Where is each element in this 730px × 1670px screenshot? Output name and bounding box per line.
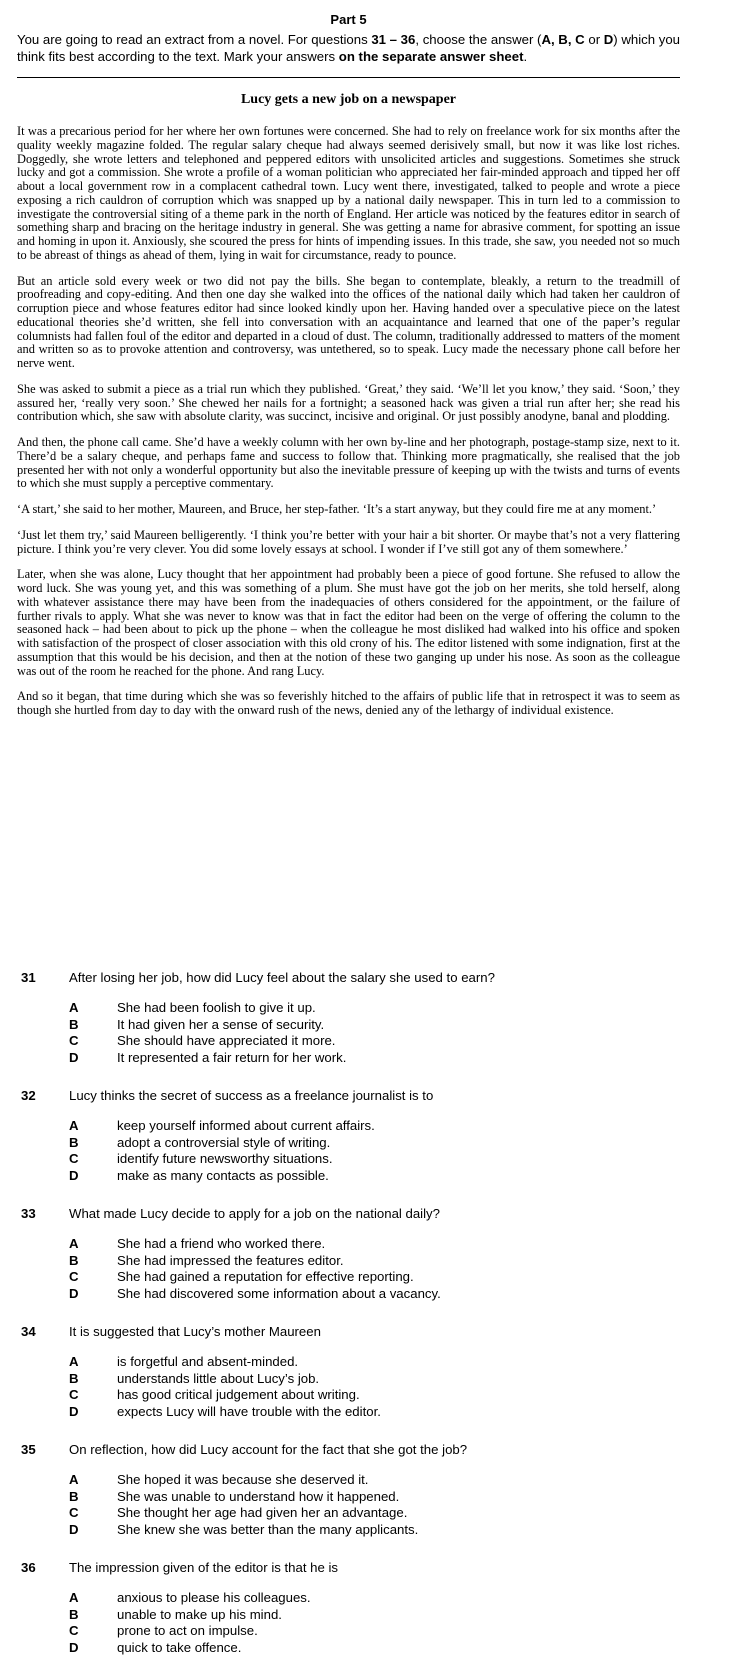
option-c[interactable] — [69, 1623, 671, 1640]
option-letter: A — [69, 1472, 79, 1487]
question-34 — [21, 1324, 671, 1420]
option-b[interactable] — [69, 1371, 671, 1388]
section-divider — [17, 77, 680, 78]
option-text: expects Lucy will have trouble with the editor. — [117, 1403, 381, 1419]
option-letter: C — [69, 1269, 79, 1284]
question-36 — [21, 1560, 671, 1656]
question-number: 32 — [21, 1088, 36, 1103]
option-letter: B — [69, 1016, 79, 1032]
option-text: She had discovered some information about a vacancy. — [117, 1285, 441, 1301]
option-letter: C — [69, 1033, 79, 1048]
option-d[interactable] — [69, 1168, 671, 1185]
option-letter: D — [69, 1403, 79, 1419]
part-title: Part 5 — [330, 12, 367, 27]
question-stem: On reflection, how did Lucy account for the fact that she got the job? — [69, 1442, 468, 1457]
option-d[interactable] — [69, 1286, 671, 1303]
article-paragraph: Later, when she was alone, Lucy thought that her appointment had probably been a piece of good fortune. She refused to allow the word luck. She was young yet, and this was something of a plum. She must have got the job on her merits, she told herself, along with whatever assistance there may have been from the inadequacies of others considered for the appointment, or the failure of further rivals to apply. What she was never to know was that in fact the editor had been on the verge of offering the column to the seasoned hack – had been about to pick up the phone – when the colleague he most disliked had walked into his office and spoken with satisfaction of the prospect of closer association with this old crony of his. The editor listened with some indignation, first at the assumption that this would be his decision, and then at the notion of these two ganging up under his nose. As soon as the colleague was out of the room he reached for the phone. And rang Lucy. — [17, 567, 680, 678]
question-35 — [21, 1442, 671, 1538]
option-b[interactable] — [69, 1017, 671, 1034]
instructions — [17, 32, 680, 65]
article-paragraph: And then, the phone call came. She’d have a weekly column with her own by-line and her photograph, postage-stamp size, next to it. There’d be a salary cheque, and perhaps fame and success to follow that. Thinking more pragmatically, she realised that the job presented her with not only a wonderful opportunity but also the inevitable pressure of keeping up with the twists and turns of events to which she must supply a perceptive commentary. — [17, 435, 680, 491]
option-letter: D — [69, 1521, 79, 1537]
question-33 — [21, 1206, 671, 1302]
option-text: She should have appreciated it more. — [117, 1033, 336, 1048]
question-32 — [21, 1088, 671, 1184]
option-a[interactable] — [69, 1236, 671, 1253]
instruction-segment: 31 – 36 — [371, 32, 416, 47]
option-b[interactable] — [69, 1253, 671, 1270]
option-letter: B — [69, 1370, 79, 1386]
option-text: She hoped it was because she deserved it. — [117, 1472, 369, 1487]
option-letter: B — [69, 1606, 79, 1622]
article-paragraph: And so it began, that time during which she was so feverishly hitched to the affairs of public life that in retrospect it was to seem as though she hurtled from day to day with the onward rush of the news, denied any of the lethargy of individual existence. — [17, 689, 680, 717]
option-a[interactable] — [69, 1118, 671, 1135]
instruction-segment: on the separate answer sheet — [338, 48, 524, 64]
option-text: unable to make up his mind. — [117, 1606, 282, 1622]
question-number: 31 — [21, 970, 36, 985]
option-letter: B — [69, 1488, 79, 1504]
option-text: She had gained a reputation for effective reporting. — [117, 1269, 414, 1284]
option-letter: C — [69, 1623, 79, 1638]
option-text: anxious to please his colleagues. — [117, 1590, 311, 1605]
option-b[interactable] — [69, 1135, 671, 1152]
option-letter: A — [69, 1236, 79, 1251]
option-a[interactable] — [69, 1472, 671, 1489]
question-number: 33 — [21, 1206, 36, 1221]
option-letter: C — [69, 1505, 79, 1520]
question-stem: Lucy thinks the secret of success as a freelance journalist is to — [69, 1088, 434, 1103]
option-text: She was unable to understand how it happened. — [117, 1488, 400, 1504]
article-body — [17, 125, 680, 718]
question-stem: The impression given of the editor is that he is — [69, 1560, 339, 1575]
instruction-segment: You are going to read an extract from a novel. For questions — [17, 32, 372, 47]
option-c[interactable] — [69, 1151, 671, 1168]
option-letter: C — [69, 1387, 79, 1402]
article-paragraph: But an article sold every week or two did not pay the bills. She began to contemplate, bleakly, a return to the treadmill of proofreading and copy-editing. And then one day she walked into the offices of the national daily which had taken her cauldron of corruption piece and whose features editor had since looked kindly upon her. Having handed over a speculative piece on the latest educational theories she’d written, she fell into conversation with an acquaintance and learned that one of the paper’s regular columnists had fallen foul of the editor and departed in a cloud of dust. The column, traditionally addressed to matters of the moment and written so as to provoke attention and controversy, was untethered, so to speak. Lucy made the necessary phone call before her nerve went. — [17, 273, 680, 370]
option-letter: D — [69, 1049, 79, 1065]
option-text: identify future newsworthy situations. — [117, 1151, 333, 1166]
option-letter: A — [69, 1118, 79, 1133]
article-title: Lucy gets a new job on a newspaper — [240, 92, 457, 107]
option-text: She had impressed the features editor. — [117, 1252, 344, 1268]
option-text: It represented a fair return for her work. — [117, 1049, 347, 1065]
question-31 — [21, 970, 671, 1066]
option-text: make as many contacts as possible. — [117, 1167, 329, 1183]
option-letter: A — [69, 1590, 79, 1605]
option-letter: B — [69, 1252, 79, 1268]
instruction-segment: ) which you think fits best according to the text. Mark your answers — [17, 32, 680, 64]
option-c[interactable] — [69, 1269, 671, 1286]
option-text: has good critical judgement about writing. — [117, 1387, 360, 1402]
instruction-segment: D — [603, 32, 614, 47]
exam-page — [17, 0, 680, 730]
instruction-segment: . — [523, 48, 528, 64]
option-b[interactable] — [69, 1607, 671, 1624]
option-d[interactable] — [69, 1522, 671, 1539]
option-letter: A — [69, 1354, 79, 1369]
instruction-segment: or — [584, 32, 604, 47]
instruction-segment: A, B, C — [541, 32, 585, 47]
option-d[interactable] — [69, 1050, 671, 1067]
question-stem: What made Lucy decide to apply for a job on the national daily? — [69, 1206, 440, 1221]
option-text: It had given her a sense of security. — [117, 1016, 325, 1032]
option-text: She knew she was better than the many applicants. — [117, 1521, 419, 1537]
option-text: quick to take offence. — [117, 1639, 242, 1655]
option-c[interactable] — [69, 1387, 671, 1404]
article-paragraph: She was asked to submit a piece as a trial run which they published. ‘Great,’ they said. ‘We’ll let you know,’ they said. ‘Soon,’ they assured her, ‘really very soon.’ She chewed her nails for a fortnight; a seasoned hack was given a trial run after her; she read his contribution which, she saw with absolute clarity, was succinct, incisive and original. Or just possibly anodyne, banal and plodding. — [17, 381, 680, 424]
option-letter: D — [69, 1285, 79, 1301]
option-a[interactable] — [69, 1354, 671, 1371]
option-letter: D — [69, 1639, 79, 1655]
option-c[interactable] — [69, 1505, 671, 1522]
option-text: keep yourself informed about current affairs. — [117, 1118, 375, 1133]
option-d[interactable] — [69, 1404, 671, 1421]
question-number: 36 — [21, 1560, 36, 1575]
option-text: adopt a controversial style of writing. — [117, 1134, 331, 1150]
option-text: prone to act on impulse. — [117, 1623, 258, 1638]
article-paragraph: ‘A start,’ she said to her mother, Maureen, and Bruce, her step-father. ‘It’s a start anyway, but they could fire me at any moment.’ — [17, 502, 657, 516]
option-a[interactable] — [69, 1590, 671, 1607]
question-stem: It is suggested that Lucy’s mother Maureen — [69, 1324, 321, 1339]
option-b[interactable] — [69, 1489, 671, 1506]
option-letter: A — [69, 1000, 79, 1015]
option-c[interactable] — [69, 1033, 671, 1050]
option-d[interactable] — [69, 1640, 671, 1657]
option-letter: B — [69, 1134, 79, 1150]
question-stem: After losing her job, how did Lucy feel about the salary she used to earn? — [69, 970, 495, 985]
option-a[interactable] — [69, 1000, 671, 1017]
option-letter: C — [69, 1151, 79, 1166]
article-paragraph: It was a precarious period for her where her own fortunes were concerned. She had to rely on freelance work for six months after the quality weekly magazine folded. The regular salary cheque had always seemed derisively small, but now it was like lost riches. Doggedly, she wrote letters and telephoned and peppered editors with unsolicited articles and suggestions. Sometimes she struck lucky and got a commission. She wrote a profile of a woman politician who appreciated her fair-minded approach and tipped her off about a local government row in a complacent cathedral town. Lucy went there, investigated, talked to people and wrote a piece exposing a rich cauldron of corruption which was snapped up by a national daily newspaper. This in turn led to a commission to investigate the controversial siting of a theme park in the north of England. Her article was noticed by the features editor in search of something sharp and bracing on the heritage industry in general. She was getting a name for abrasive comment, for spotting an issue and homing in upon it. Anxiously, she scoured the press for hints of impending issues. In this trade, she saw, you needed not so much to be abreast of things as ahead of them, lying in wait for circumstance, ready to pounce. — [17, 124, 680, 262]
instruction-segment: , choose the answer ( — [415, 32, 542, 47]
question-number: 35 — [21, 1442, 36, 1457]
option-text: She had a friend who worked there. — [117, 1236, 326, 1251]
option-text: is forgetful and absent-minded. — [117, 1354, 299, 1369]
article-paragraph: ‘Just let them try,’ said Maureen belligerently. ‘I think you’re better with your hair a bit shorter. Or maybe that’s not a very flattering picture. I think you’re very clever. You did some lovely essays at school. I wonder if I’ve still got any of them somewhere.’ — [17, 527, 680, 556]
option-text: understands little about Lucy’s job. — [117, 1370, 320, 1386]
option-text: She thought her age had given her an advantage. — [117, 1505, 408, 1520]
question-number: 34 — [21, 1324, 36, 1339]
option-letter: D — [69, 1167, 79, 1183]
option-text: She had been foolish to give it up. — [117, 1000, 316, 1015]
